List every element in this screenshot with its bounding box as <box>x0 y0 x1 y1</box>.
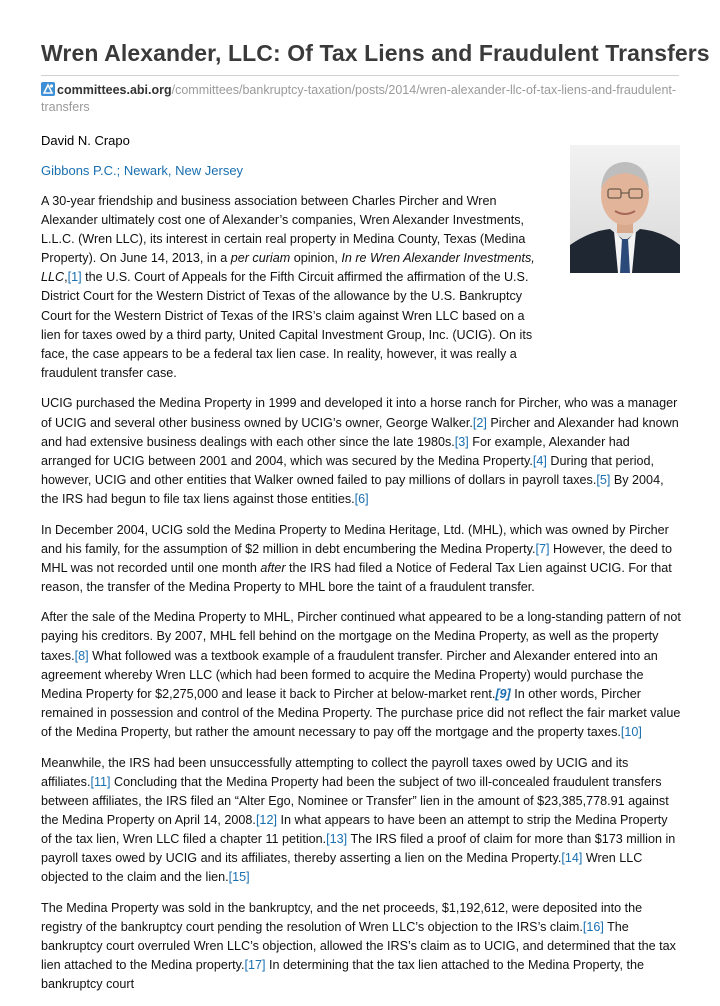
source-url[interactable] <box>41 82 681 116</box>
footnote-link[interactable]: [15] <box>228 870 250 885</box>
paragraph-5: Meanwhile, the IRS had been unsuccessfully attempting to collect the payroll taxes owed by UCIG and its affiliates.[11] Concluding that the Medina Property had been the subject of two ill-concealed fraudulent transfers between affiliates, the IRS filed an “Alter Ego, Nominee or Transfer” lien in the amount of $23,385,778.91 against the Medina Property on April 14, 2008.[12] In what appears to have been an attempt to strip the Medina Property of the tax lien, Wren LLC filed a chapter 11 petition.[13] The IRS filed a proof of claim for more than $173 million in payroll taxes owed by UCIG and its affiliates, thereby asserting a lien on the Medina Property.[14] Wren LLC objected to the claim and the lien.[15] <box>41 755 676 885</box>
footnote-link[interactable]: [2] <box>472 415 487 430</box>
footnote-link[interactable]: [4] <box>532 453 547 468</box>
footnote-link[interactable]: [8] <box>74 648 89 663</box>
paragraph-2: UCIG purchased the Medina Property in 1999 and developed it into a horse ranch for Pircher, who was a manager of UCIG and several other business owned by UCIG’s owner, George Walker.[2] Pircher and Alexander had known and had extensive business dealings with each other since the late 1980s.[3] For example, Alexander had arranged for UCIG between 2001 and 2004, which was secured by the Medina Property.[4] During that period, however, UCIG and other entities that Walker owned failed to pay millions of dollars in payroll taxes.[5] By 2004, the IRS had begun to file tax liens against those entities.[6] <box>41 396 679 506</box>
paragraph-1: A 30-year friendship and business association between Charles Pircher and Wren Alexander ultimately cost one of Alexander’s companies, Wren Alexander Investments, L.L.C. (Wren LLC), its interest in certain real property in Medina County, Texas (Medina Property). On June 14, 2013, in a per curiam opinion, In re Wren Alexander Investments, LLC,[1] the U.S. Court of Appeals for the Fifth Circuit affirmed the affirmation of the U.S. District Court for the Western District of Texas of the allowance by the U.S. Bankruptcy Court for the Western District of Texas of the IRS’s claim against Wren LLC based on a lien for taxes owed by a third party, United Capital Investment Group, Inc. (UCIG). On its face, the case appears to be a federal tax lien case. In reality, however, it was really a fraudulent transfer case. <box>41 194 535 380</box>
footnote-link[interactable]: [11] <box>90 774 111 789</box>
footnote-link[interactable]: [1] <box>67 270 82 285</box>
author-affiliation-link[interactable]: Gibbons P.C.; Newark, New Jersey <box>41 163 244 178</box>
footnote-link[interactable]: [17] <box>244 957 266 972</box>
title-divider <box>41 75 679 76</box>
article-title: Wren Alexander, LLC: Of Tax Liens and Fraudulent Transfers <box>41 40 710 66</box>
abi-logo-icon <box>41 82 55 96</box>
footnote-link[interactable]: [6] <box>354 491 369 506</box>
article-body <box>41 192 681 1006</box>
footnote-link[interactable]: [13] <box>326 831 348 846</box>
source-domain: committees.abi.org <box>57 83 172 97</box>
footnote-link[interactable]: [3] <box>454 434 469 449</box>
footnote-link[interactable]: [10] <box>620 724 642 739</box>
paragraph-6: The Medina Property was sold in the bankruptcy, and the net proceeds, $1,192,612, were deposited into the registry of the bankruptcy court pending the resolution of Wren LLC’s objection to the IRS’s claim.[16] The bankruptcy court overruled Wren LLC’s objection, allowed the IRS’s claim as to UCIG, and determined that the tax lien attached to the Medina property.[17] In determining that the tax lien attached to the Medina Property, the bankruptcy court <box>41 900 676 992</box>
footnote-link[interactable]: [16] <box>582 919 604 934</box>
source-path: /committees/bankruptcy-taxation/posts/2014/wren-alexander-llc-of-tax-liens-and-fraudulent-transfers <box>41 83 677 114</box>
paragraph-3: In December 2004, UCIG sold the Medina Property to Medina Heritage, Ltd. (MHL), which was owned by Pircher and his family, for the assumption of $2 million in debt encumbering the Medina Property.[7] However, the deed to MHL was not recorded until one month after the IRS had filed a Notice of Federal Tax Lien against UCIG. For that reason, the transfer of the Medina Property to MHL bore the taint of a fraudulent transfer. <box>41 522 672 594</box>
footnote-link[interactable]: [9] <box>495 686 511 701</box>
paragraph-4: After the sale of the Medina Property to MHL, Pircher continued what appeared to be a long-standing pattern of not paying his creditors. By 2007, MHL fell behind on the mortgage on the Medina Property, as well as the property taxes.[8] What followed was a textbook example of a fraudulent transfer. Pircher and Alexander entered into an agreement whereby Wren LLC (which had been formed to acquire the Medina Property) would purchase the Medina Property for $2,275,000 and lease it back to Pircher at below-market rent.[9] In other words, Pircher remained in possession and control of the Medina Property. The purchase price did not reflect the fair market value of the Medina Property, but rather the amount necessary to pay off the mortgage and the property taxes.[10] <box>41 610 681 739</box>
author-name: David N. Crapo <box>41 133 130 148</box>
footnote-link[interactable]: [14] <box>561 851 583 865</box>
footnote-link[interactable]: [7] <box>535 541 550 556</box>
footnote-link[interactable]: [12] <box>255 812 277 827</box>
footnote-link[interactable]: [5] <box>596 472 611 487</box>
